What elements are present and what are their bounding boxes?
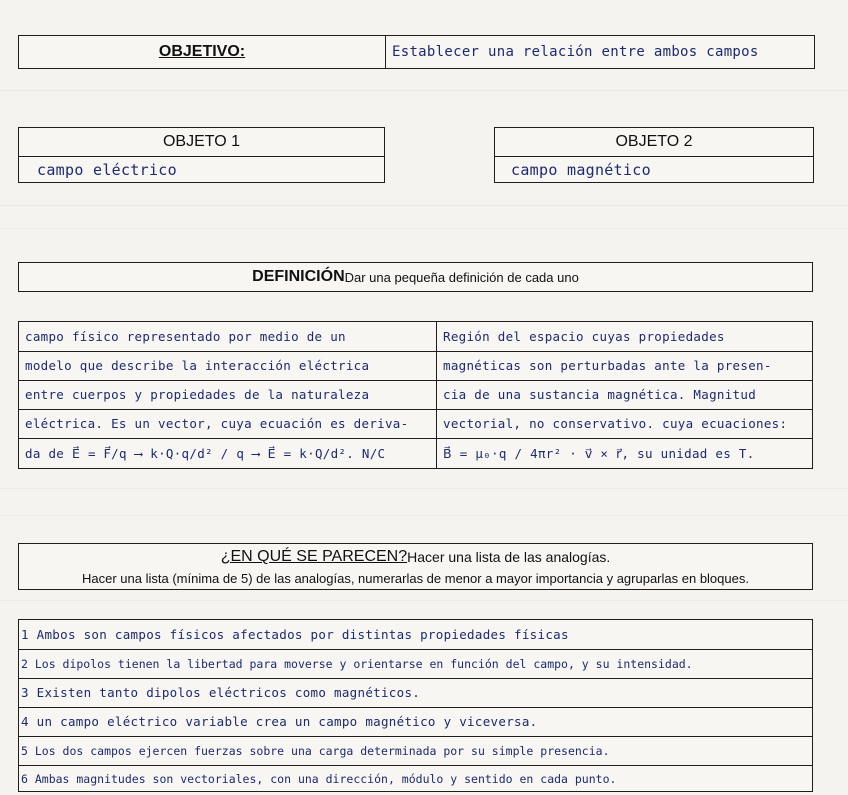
objective-divider — [385, 36, 386, 68]
definition-right-row: magnéticas son perturbadas ante la presen- — [443, 358, 772, 373]
background-line — [0, 600, 848, 601]
similarities-title: ¿EN QUÉ SE PARECEN? — [220, 548, 408, 565]
similarities-subtitle: Hacer una lista (mínima de 5) de las analogías, numerarlas de menor a mayor importancia y agruparlas en bloques. — [82, 570, 749, 586]
definition-label: DEFINICIÓN — [252, 268, 345, 285]
object2-box — [494, 127, 814, 183]
definition-right-row: Región del espacio cuyas propiedades — [443, 329, 725, 344]
similarities-title-line — [19, 547, 812, 567]
similarity-item: 1 Ambos son campos físicos afectados por distintas propiedades físicas — [21, 627, 569, 642]
object1-value: campo eléctrico — [37, 160, 177, 179]
definition-right-row: B⃗ = μ₀·q / 4πr² · v⃗ × r⃗, su unidad es T. — [443, 446, 755, 461]
background-line — [0, 90, 848, 91]
background-line — [0, 228, 848, 229]
similarities-header — [18, 543, 813, 590]
objective-label: OBJETIVO: — [158, 43, 246, 60]
background-line — [0, 205, 848, 206]
definition-right-row: vectorial, no conservativo. cuya ecuaciones: — [443, 416, 788, 431]
similarities-title-suffix: Hacer una lista de las analogías. — [407, 549, 611, 565]
definition-table — [18, 321, 813, 469]
similarity-item: 4 un campo eléctrico variable crea un campo magnético y viceversa. — [21, 714, 538, 729]
definition-header — [18, 262, 813, 292]
definition-column-divider — [436, 322, 437, 468]
objective-value: Establecer una relación entre ambos campos — [392, 44, 759, 60]
definition-right-row: cia de una sustancia magnética. Magnitud — [443, 387, 757, 402]
definition-left-row: da de E⃗ = F⃗/q ⟶ k·Q·q/d² / q ⟶ E⃗ = k·Q/d². N/C — [25, 446, 386, 461]
similarities-list — [18, 619, 813, 792]
similarity-item: 6 Ambas magnitudes son vectoriales, con una dirección, módulo y sentido en cada punto. — [21, 771, 617, 786]
definition-left-row: campo físico representado por medio de un — [25, 329, 346, 344]
definition-left-row: modelo que describe la interacción eléctrica — [25, 358, 370, 373]
background-line — [0, 488, 848, 489]
object2-value: campo magnético — [511, 160, 651, 179]
object2-label: OBJETO 2 — [615, 133, 693, 150]
objective-box — [18, 35, 815, 69]
background-line — [0, 515, 848, 516]
similarity-item: 2 Los dipolos tienen la libertad para moverse y orientarse en función del campo, y su intensidad. — [21, 656, 693, 671]
definition-left-row: eléctrica. Es un vector, cuya ecuación es deriva- — [25, 416, 409, 431]
definition-left-row: entre cuerpos y propiedades de la naturaleza — [25, 387, 370, 402]
object1-label: OBJETO 1 — [162, 133, 241, 150]
object1-box — [18, 127, 385, 183]
similarity-item: 5 Los dos campos ejercen fuerzas sobre una carga determinada por su simple presencia. — [21, 743, 610, 758]
definition-instruction: Dar una pequeña definición de cada uno — [344, 269, 579, 285]
similarity-item: 3 Existen tanto dipolos eléctricos como magnéticos. — [21, 685, 421, 700]
